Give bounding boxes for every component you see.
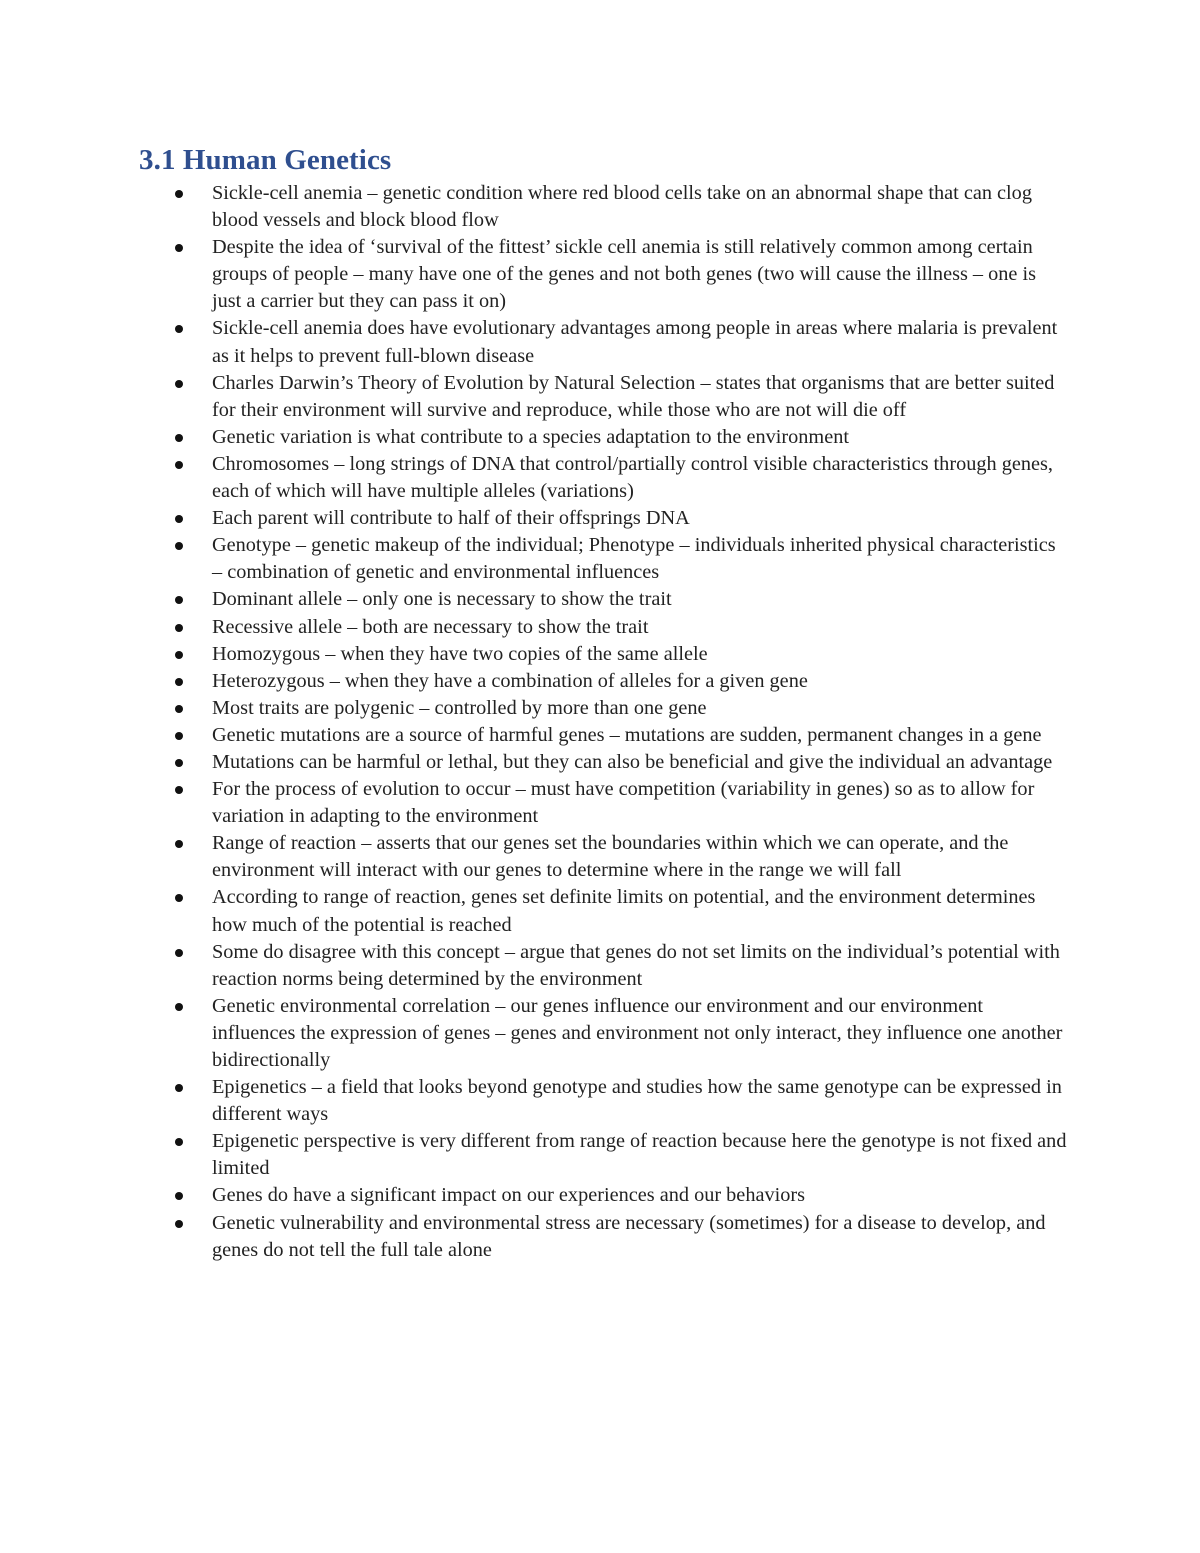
list-item-text: Most traits are polygenic – controlled by more than one gene [212, 696, 707, 719]
list-item-text: For the process of evolution to occur – must have competition (variability in genes) so as to allow for variation in adapting to the environment [212, 778, 1035, 828]
bullet-list [139, 180, 1069, 1264]
bullet-dot-icon [175, 678, 183, 686]
list-item-text: Charles Darwin’s Theory of Evolution by Natural Selection – states that organisms that are better suited for their environment will survive and reproduce, while those who are not will die off [212, 371, 1055, 421]
list-item-text: Genetic variation is what contribute to a species adaptation to the environment [212, 425, 849, 448]
bullet-dot-icon [175, 732, 183, 740]
list-item [139, 993, 1069, 1074]
bullet-dot-icon [175, 1084, 183, 1092]
bullet-dot-icon [175, 434, 183, 442]
list-item [139, 1074, 1069, 1128]
list-item-text: Some do disagree with this concept – argue that genes do not set limits on the individual’s potential with reaction norms being determined by the environment [212, 940, 1060, 990]
list-item [139, 884, 1069, 938]
list-item [139, 749, 1069, 776]
bullet-dot-icon [175, 380, 183, 388]
section-heading: 3.1 Human Genetics [139, 144, 392, 176]
list-item [139, 830, 1069, 884]
list-item-text: Epigenetics – a field that looks beyond genotype and studies how the same genotype can be expressed in different ways [212, 1076, 1062, 1126]
bullet-dot-icon [175, 894, 183, 902]
list-item-text: According to range of reaction, genes set definite limits on potential, and the environment determines how much of the potential is reached [212, 886, 1036, 936]
list-item-text: Genetic environmental correlation – our genes influence our environment and our environment influences the expression of genes – genes and environment not only interact, they influence one another bidirectionally [212, 994, 1063, 1071]
list-item [139, 532, 1069, 586]
list-item [139, 1210, 1069, 1264]
bullet-dot-icon [175, 705, 183, 713]
list-item [139, 505, 1069, 532]
bullet-dot-icon [175, 542, 183, 550]
list-item [139, 641, 1069, 668]
bullet-dot-icon [175, 325, 183, 333]
bullet-dot-icon [175, 596, 183, 604]
list-item [139, 668, 1069, 695]
list-item-text: Heterozygous – when they have a combination of alleles for a given gene [212, 669, 808, 692]
list-item [139, 451, 1069, 505]
list-item-text: Range of reaction – asserts that our genes set the boundaries within which we can operate, and the environment will interact with our genes to determine where in the range we will fall [212, 832, 1009, 882]
bullet-dot-icon [175, 1192, 183, 1200]
bullet-dot-icon [175, 1220, 183, 1228]
list-item [139, 614, 1069, 641]
bullet-dot-icon [175, 759, 183, 767]
bullet-dot-icon [175, 1138, 183, 1146]
list-item [139, 1128, 1069, 1182]
list-item [139, 939, 1069, 993]
list-item [139, 695, 1069, 722]
bullet-dot-icon [175, 190, 183, 198]
list-item-text: Dominant allele – only one is necessary to show the trait [212, 588, 672, 611]
list-item [139, 424, 1069, 451]
document-content [139, 140, 1069, 1264]
bullet-dot-icon [175, 949, 183, 957]
list-item [139, 586, 1069, 613]
bullet-dot-icon [175, 461, 183, 469]
list-item-text: Mutations can be harmful or lethal, but they can also be beneficial and give the individual an advantage [212, 750, 1053, 773]
list-item-text: Genetic mutations are a source of harmful genes – mutations are sudden, permanent changes in a gene [212, 723, 1042, 746]
list-item [139, 1182, 1069, 1209]
list-item-text: Chromosomes – long strings of DNA that control/partially control visible characteristics through genes, each of which will have multiple alleles (variations) [212, 452, 1053, 503]
list-item-text: Genotype – genetic makeup of the individual; Phenotype – individuals inherited physical characteristics – combination of genetic and environmental influences [212, 534, 1056, 584]
list-item-text: Recessive allele – both are necessary to show the trait [212, 615, 649, 638]
list-item-text: Homozygous – when they have two copies of the same allele [212, 642, 708, 665]
list-item-text: Sickle-cell anemia does have evolutionary advantages among people in areas where malaria is prevalent as it helps to prevent full-blown disease [212, 317, 1058, 367]
list-item [139, 234, 1069, 315]
bullet-dot-icon [175, 786, 183, 794]
list-item-text: Each parent will contribute to half of their offsprings DNA [212, 507, 690, 530]
bullet-dot-icon [175, 244, 183, 252]
bullet-dot-icon [175, 651, 183, 659]
list-item [139, 315, 1069, 369]
bullet-dot-icon [175, 624, 183, 632]
list-item [139, 180, 1069, 234]
list-item [139, 722, 1069, 749]
list-item-text: Genes do have a significant impact on our experiences and our behaviors [212, 1184, 806, 1207]
list-item-text: Despite the idea of ‘survival of the fittest’ sickle cell anemia is still relatively common among certain groups of people – many have one of the genes and not both genes (two will cause the illness – one is just a carrier but they can pass it on) [212, 236, 1037, 313]
list-item [139, 776, 1069, 830]
list-item-text: Epigenetic perspective is very different from range of reaction because here the genotype is not fixed and limited [212, 1130, 1067, 1180]
list-item-text: Genetic vulnerability and environmental stress are necessary (sometimes) for a disease to develop, and genes do not tell the full tale alone [212, 1211, 1046, 1261]
list-item [139, 370, 1069, 424]
bullet-dot-icon [175, 1003, 183, 1011]
list-item-text: Sickle-cell anemia – genetic condition where red blood cells take on an abnormal shape that can clog blood vessels and block blood flow [212, 182, 1032, 232]
bullet-dot-icon [175, 515, 183, 523]
bullet-dot-icon [175, 840, 183, 848]
